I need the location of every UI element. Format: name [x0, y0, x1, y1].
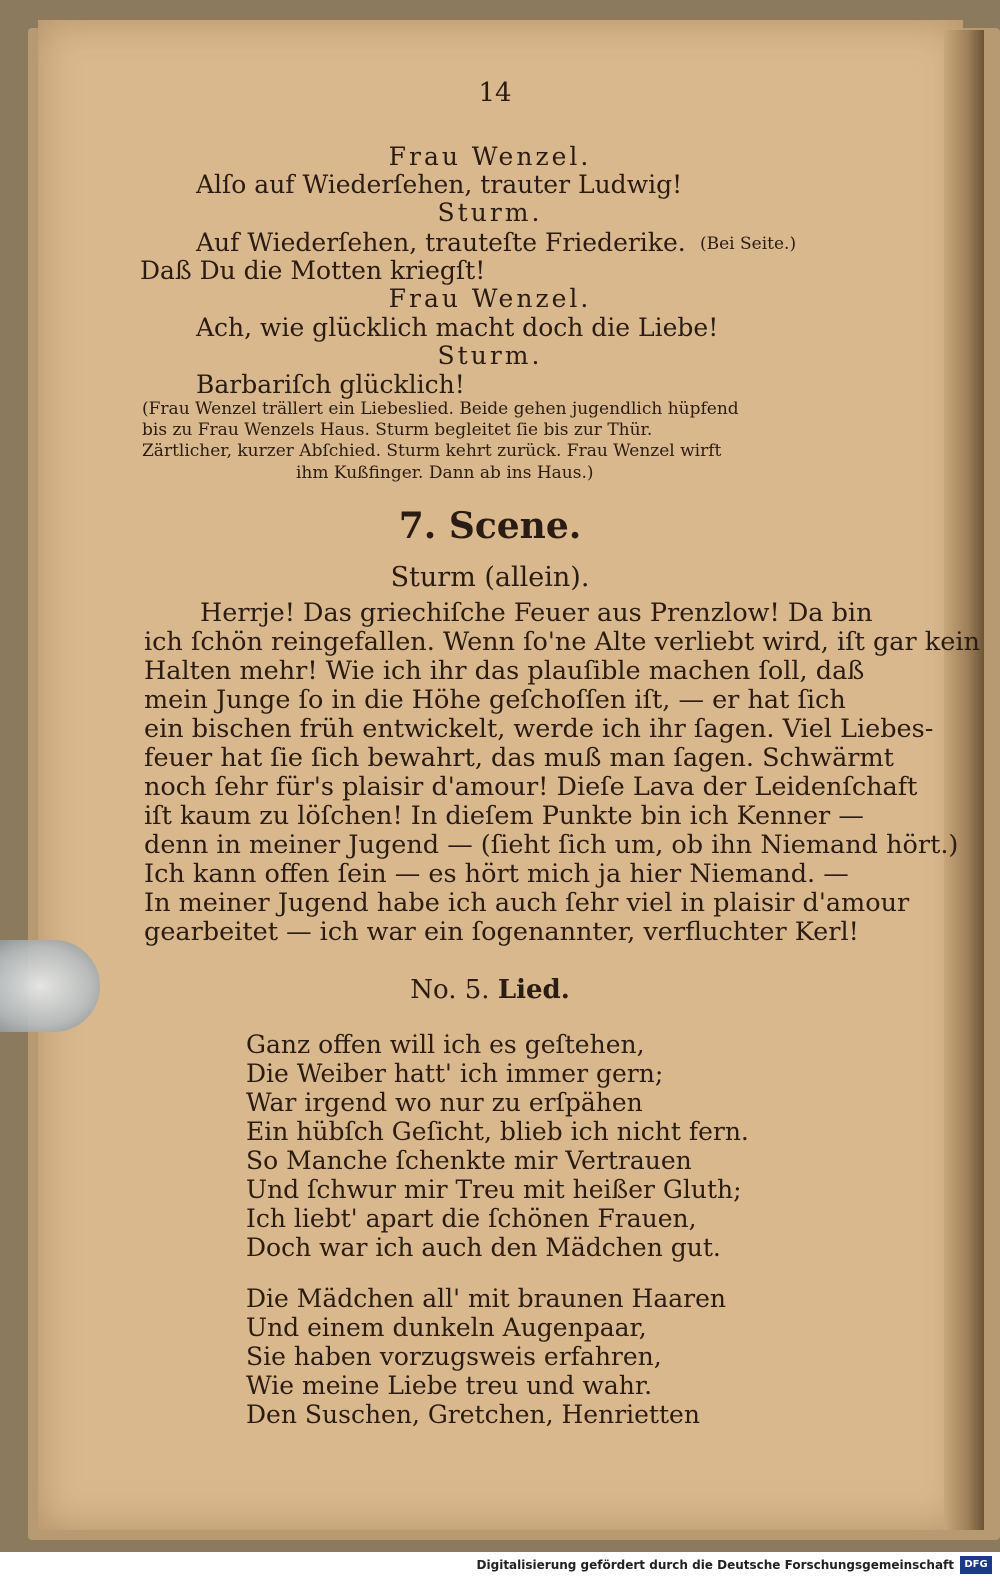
monologue-line: Halten mehr! Wie ich ihr das plauſible machen ſoll, daß: [144, 656, 865, 686]
monologue-line: ein bischen früh entwickelt, werde ich ihr ſagen. Viel Liebes-: [144, 714, 934, 744]
dialogue-line: Alſo auf Wiederſehen, trauter Ludwig!: [196, 170, 683, 199]
verse-line: Den Suschen, Gretchen, Henrietten: [246, 1400, 700, 1429]
dialogue-line: Ach, wie glücklich macht doch die Liebe!: [196, 313, 719, 342]
dfg-logo-icon: DFG: [960, 1556, 992, 1574]
monologue-line: noch ſehr für's plaisir d'amour! Dieſe Lava der Leidenſchaft: [144, 772, 918, 802]
verse-line: Ganz offen will ich es geſtehen,: [246, 1030, 645, 1059]
speaker-frau-wenzel: Frau Wenzel.: [388, 284, 592, 313]
song-number: No. 5.: [410, 975, 490, 1005]
monologue-line: iſt kaum zu löſchen! In dieſem Punkte bin ich Kenner —: [144, 801, 864, 831]
monologue-line: ich ſchön reingefallen. Wenn ſo'ne Alte verliebt wird, iſt gar kein: [144, 627, 980, 657]
speaker-frau-wenzel: Frau Wenzel.: [388, 142, 592, 171]
page-number: 14: [478, 78, 512, 108]
monologue-line: Ich kann offen ſein — es hört mich ja hier Niemand. —: [144, 859, 849, 889]
monologue-line: mein Junge ſo in die Höhe geſchoſſen iſt, — er hat ſich: [144, 685, 846, 715]
monologue-line: Herrje! Das griechiſche Feuer aus Prenzlow! Da bin: [200, 598, 873, 628]
verse-line: Die Weiber hatt' ich immer gern;: [246, 1059, 664, 1088]
stage-direction-line: ihm Kußfinger. Dann ab ins Haus.): [296, 463, 594, 483]
verse-line: Doch war ich auch den Mädchen gut.: [246, 1233, 721, 1262]
verse-line: Wie meine Liebe treu und wahr.: [246, 1371, 653, 1400]
stage-aside: (Bei Seite.): [700, 234, 797, 254]
speaker-sturm: Sturm.: [437, 341, 543, 370]
scene-subtitle: Sturm (allein).: [390, 562, 590, 593]
verse-line: Ein hübſch Geſicht, blieb ich nicht fern.: [246, 1117, 749, 1146]
verse-line: Sie haben vorzugsweis erfahren,: [246, 1342, 662, 1371]
speaker-sturm: Sturm.: [437, 198, 543, 227]
monologue-line: In meiner Jugend habe ich auch ſehr viel in plaisir d'amour: [144, 888, 910, 918]
dialogue-line: Daß Du die Motten kriegſt!: [140, 256, 486, 285]
scanner-clip: [0, 940, 100, 1032]
stage-direction-line: (Frau Wenzel trällert ein Liebeslied. Beide gehen jugendlich hüpfend: [142, 399, 739, 419]
scene-title: 7. Scene.: [398, 505, 582, 547]
monologue-line: feuer hat ſie ſich bewahrt, das muß man ſagen. Schwärmt: [144, 743, 894, 773]
verse-line: War irgend wo nur zu erſpähen: [246, 1088, 643, 1117]
verse-line: Und ſchwur mir Treu mit heißer Gluth;: [246, 1175, 742, 1204]
stage-direction-line: bis zu Frau Wenzels Haus. Sturm begleitet ſie bis zur Thür.: [142, 420, 653, 440]
monologue-line: gearbeitet — ich war ein ſogenannter, verfluchter Kerl!: [144, 917, 859, 947]
verse-line: Die Mädchen all' mit braunen Haaren: [246, 1284, 727, 1313]
verse-line: Und einem dunkeln Augenpaar,: [246, 1313, 647, 1342]
monologue-line: denn in meiner Jugend — (ſieht ſich um, ob ihn Niemand hört.): [144, 830, 959, 860]
dialogue-line: Auf Wiederſehen, trauteſte Friederike.: [196, 228, 686, 257]
page-edge: [944, 30, 984, 1530]
song-heading: [140, 975, 840, 1005]
stage-direction-line: Zärtlicher, kurzer Abſchied. Sturm kehrt zurück. Frau Wenzel wirft: [142, 441, 722, 461]
funding-notice: Digitalisierung gefördert durch die Deutsche Forschungsgemeinschaft: [476, 1558, 954, 1572]
verse-line: So Manche ſchenkte mir Vertrauen: [246, 1146, 692, 1175]
verse-line: Ich liebt' apart die ſchönen Frauen,: [246, 1204, 697, 1233]
song-title: Lied.: [497, 975, 570, 1005]
dialogue-line: Barbariſch glücklich!: [196, 370, 465, 399]
